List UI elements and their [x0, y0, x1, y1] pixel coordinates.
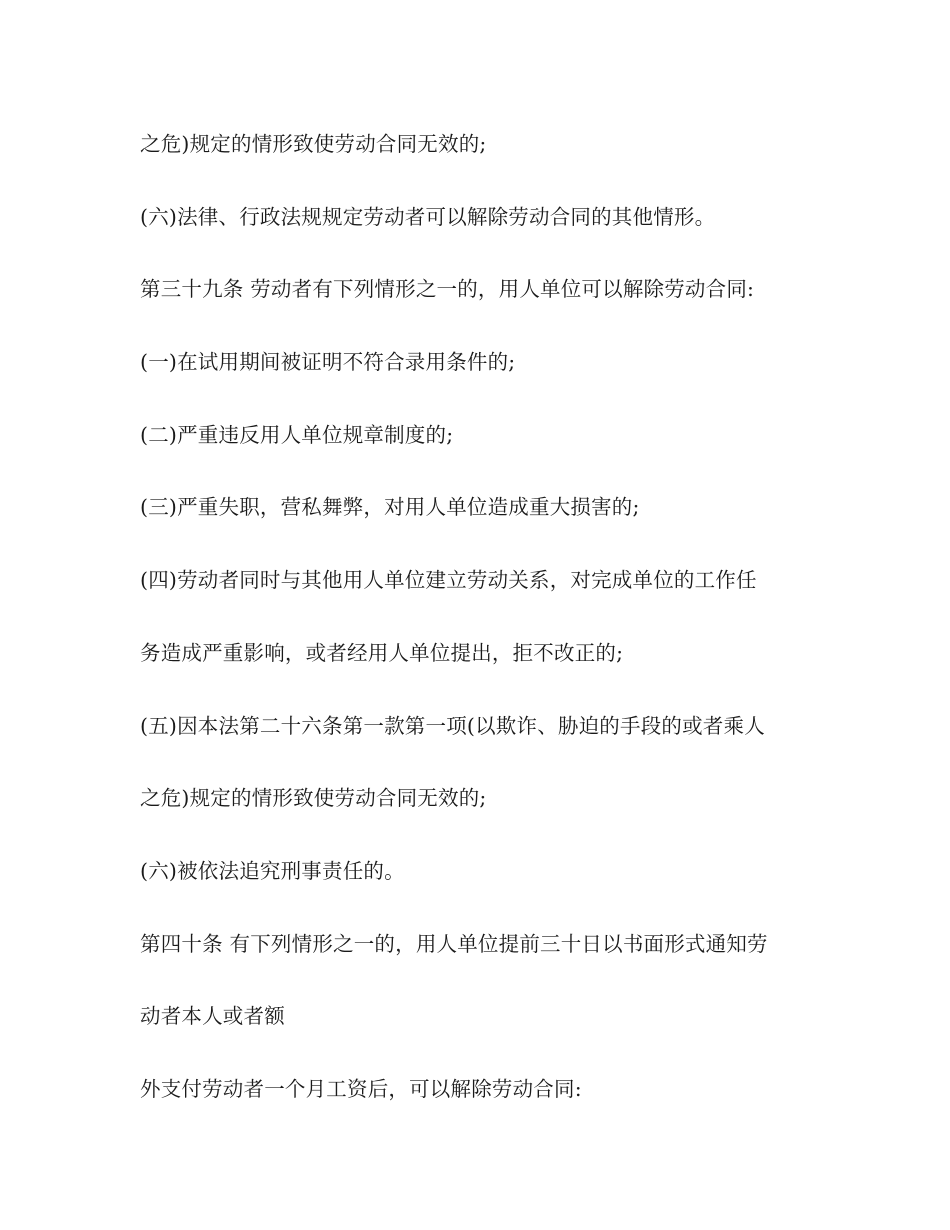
text-line: (六)被依法追究刑事责任的。 [140, 858, 405, 883]
text-line: 之危)规定的情形致使劳动合同无效的; [140, 786, 487, 811]
text-line: 外支付劳动者一个月工资后，可以解除劳动合同: [140, 1076, 582, 1101]
text-line: (六)法律、行政法规规定劳动者可以解除劳动合同的其他情形。 [140, 204, 716, 229]
text-line: 第四十条 有下列情形之一的，用人单位提前三十日以书面形式通知劳 [140, 931, 768, 956]
text-line: (四)劳动者同时与其他用人单位建立劳动关系，对完成单位的工作任 [140, 568, 757, 593]
text-line: 第三十九条 劳动者有下列情形之一的，用人单位可以解除劳动合同: [140, 277, 755, 302]
text-line: (三)严重失职，营私舞弊，对用人单位造成重大损害的; [140, 495, 640, 520]
text-line: 动者本人或者额 [140, 1004, 285, 1029]
document-body [140, 124, 820, 1142]
text-line: (二)严重违反用人单位规章制度的; [140, 422, 454, 447]
text-line: (一)在试用期间被证明不符合录用条件的; [140, 350, 516, 375]
text-line: 务造成严重影响，或者经用人单位提出，拒不改正的; [140, 640, 624, 665]
text-line: 之危)规定的情形致使劳动合同无效的; [140, 132, 487, 156]
text-line: (五)因本法第二十六条第一款第一项(以欺诈、胁迫的手段的或者乘人 [140, 713, 765, 738]
